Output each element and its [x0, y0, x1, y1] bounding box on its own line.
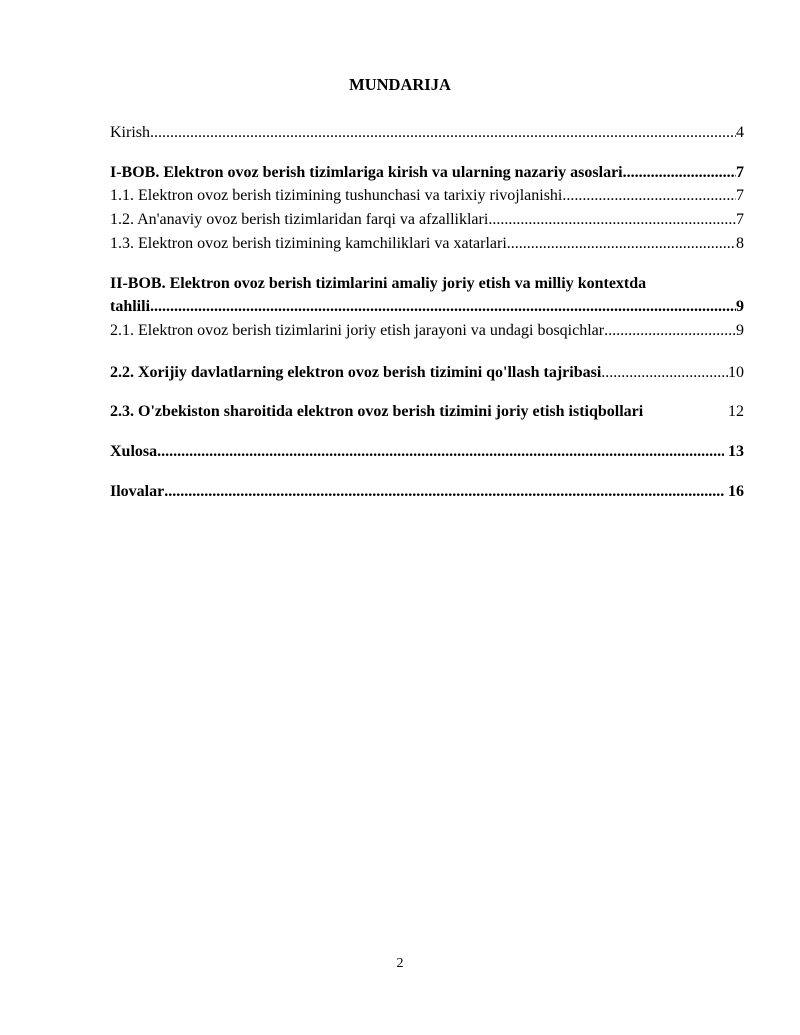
toc-page-number: 9 [736, 322, 744, 339]
toc-entry-1-1[interactable] [110, 186, 744, 206]
toc-page-number: 7 [736, 164, 744, 181]
toc-entry-bob2-line1[interactable]: II-BOB. Elektron ovoz berish tizimlarini amaliy joriy etish va milliy kontextda [110, 275, 647, 292]
toc-page-number: 10 [728, 364, 744, 381]
toc-page-number: 13 [728, 443, 744, 460]
toc-dot-leader [507, 234, 736, 254]
toc-entry-2-3[interactable] [110, 402, 744, 422]
toc-page-number: 7 [736, 211, 744, 228]
toc-entry-xulosa[interactable] [110, 442, 744, 462]
toc-dot-leader [150, 123, 736, 143]
toc-page-number: 16 [728, 483, 744, 500]
toc-entry-kirish[interactable] [110, 123, 744, 143]
toc-entry-label: 2.1. Elektron ovoz berish tizimlarini joriy etish jarayoni va undagi bosqichlar [110, 322, 605, 339]
toc-entry-bob2[interactable] [110, 297, 744, 317]
toc-page-number: 4 [736, 124, 744, 141]
toc-entry-label: I-BOB. Elektron ovoz berish tizimlariga kirish va ularning nazariy asoslari [110, 164, 623, 181]
toc-entry-label: 1.1. Elektron ovoz berish tizimining tushunchasi va tarixiy rivojlanishi [110, 187, 563, 204]
toc-entry-1-2[interactable] [110, 210, 744, 230]
toc-entry-bob1[interactable] [110, 163, 744, 183]
toc-entry-1-3[interactable] [110, 234, 744, 254]
toc-entry-2-2[interactable] [110, 363, 744, 383]
toc-dot-leader [164, 482, 724, 502]
toc-dot-leader [623, 163, 736, 183]
toc-page-number: 7 [736, 187, 744, 204]
toc-entry-label: Ilovalar [110, 483, 165, 500]
toc-entry-2-1[interactable] [110, 321, 744, 341]
toc-dot-leader [157, 442, 724, 462]
toc-entry-label: Kirish [110, 124, 150, 141]
toc-title: MUNDARIJA [349, 75, 451, 94]
toc-page-number: 12 [728, 403, 744, 420]
toc-entry-label: Xulosa [110, 443, 158, 460]
toc-entry-ilovalar[interactable] [110, 482, 744, 502]
toc-entry-label: 2.3. O'zbekiston sharoitida elektron ovoz berish tizimini joriy etish istiqbollari [110, 403, 644, 420]
toc-entry-label: tahlili [110, 298, 151, 315]
toc-page-number: 8 [736, 235, 744, 252]
toc-dot-leader [562, 186, 736, 206]
toc-entry-label: 1.2. An'anaviy ovoz berish tizimlaridan farqi va afzalliklari [110, 211, 489, 228]
toc-page-number: 9 [736, 298, 744, 315]
toc-entry-label: 2.2. Xorijiy davlatlarning elektron ovoz berish tizimini qo'llash tajribasi [110, 364, 602, 381]
toc-dot-leader [601, 363, 728, 383]
toc-dot-leader [488, 210, 736, 230]
toc-entry-label: 1.3. Elektron ovoz berish tizimining kamchiliklari va xatarlari [110, 235, 507, 252]
page-number: 2 [396, 956, 404, 971]
toc-dot-leader [604, 321, 736, 341]
toc-dot-leader [150, 297, 736, 317]
